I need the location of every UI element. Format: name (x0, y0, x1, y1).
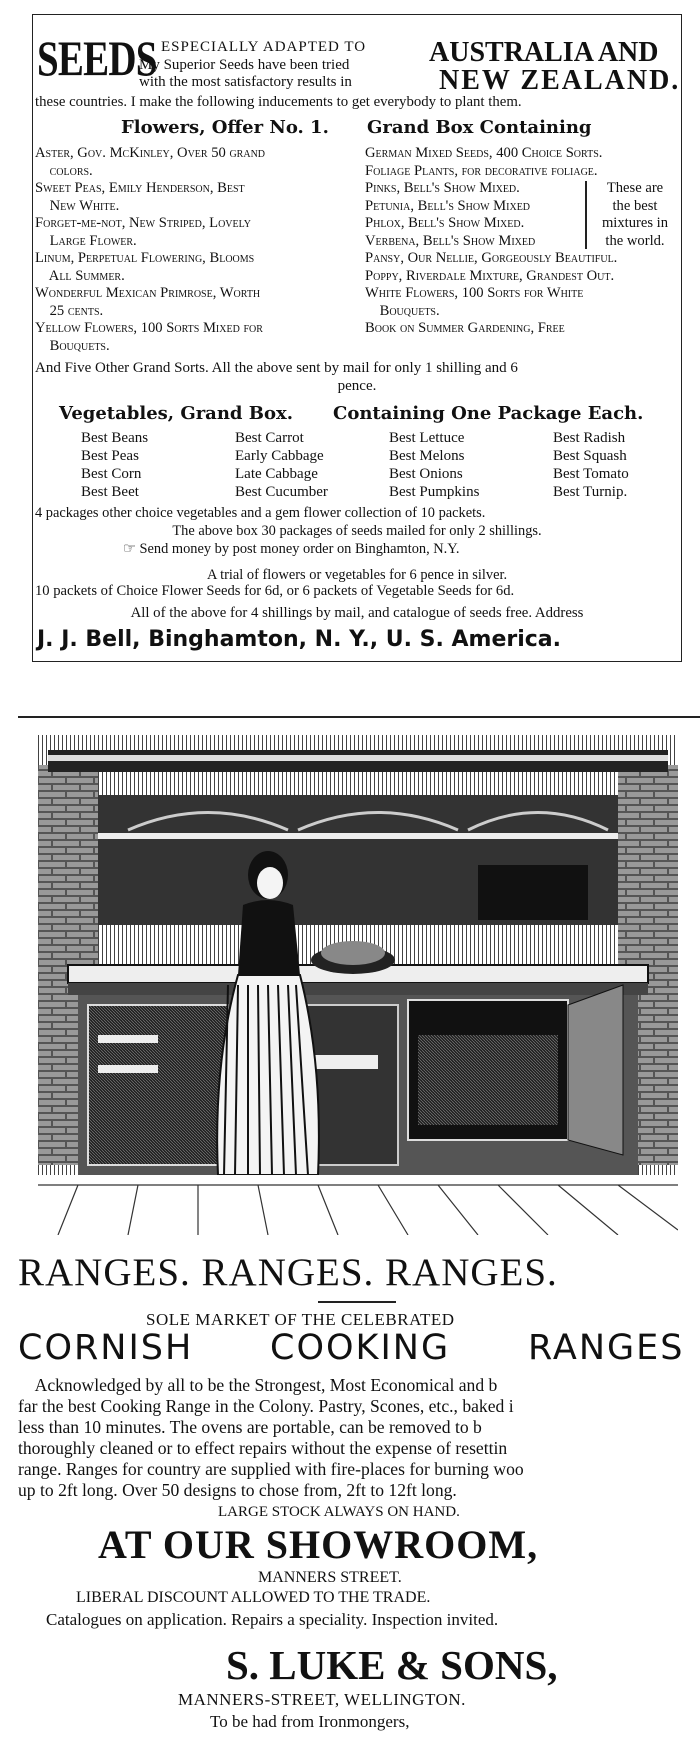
seeds-advertisement (32, 14, 682, 662)
list-item: the best (612, 197, 658, 214)
veg-note-2: The above box 30 packages of seeds mailed for only 2 shillings. (172, 523, 542, 539)
body-line: Acknowledged by all to be the Strongest, Most Economical and b (18, 1375, 498, 1395)
intro-line-3: these countries. I make the following inducements to get everybody to plant them. (35, 94, 522, 110)
grand-box-heading: Grand Box Containing (367, 117, 592, 138)
list-item: Best Beans (81, 430, 149, 446)
body-line: thoroughly cleaned or to effect repairs without the expense of resettin (18, 1438, 508, 1458)
packets-line: 10 packets of Choice Flower Seeds for 6d, or 6 packets of Vegetable Seeds for 6d. (35, 583, 515, 599)
to-be-had-line: To be had from Ironmongers, (210, 1712, 410, 1731)
list-item: Forget-me-not, New Striped, Lovely (35, 215, 251, 231)
list-item: Yellow Flowers, 100 Sorts Mixed for (35, 320, 263, 336)
list-item: Petunia, Bell's Show Mixed (365, 197, 531, 214)
vegetables-column-3 (389, 429, 479, 501)
list-item: Large Flower. (35, 232, 137, 249)
kitchen-range-engraving (38, 735, 678, 1235)
vegetables-column-4 (553, 429, 629, 501)
list-item: Best Radish (553, 430, 626, 446)
list-item: Best Lettuce (389, 430, 465, 446)
manners-street-line: MANNERS STREET. (258, 1569, 402, 1586)
list-item: 25 cents. (35, 302, 104, 319)
list-item: Phlox, Bell's Show Mixed. (365, 215, 525, 231)
five-other-line-2: pence. (337, 378, 377, 394)
list-item: Poppy, Riverdale Mixture, Grandest Out. (365, 267, 615, 284)
seeds-signature: J. J. Bell, Binghamton, N. Y., U. S. America. (37, 627, 561, 652)
intro-line-1: My Superior Seeds have been tried (139, 57, 350, 73)
countries-line-2: NEW ZEALAND. (439, 65, 681, 96)
list-item: Pansy, Our Nellie, Gorgeously Beautiful. (365, 250, 618, 266)
list-item: Sweet Peas, Emily Henderson, Best (35, 180, 245, 196)
trial-line: A trial of flowers or vegetables for 6 pence in silver. (206, 567, 508, 583)
list-item: These are (606, 180, 664, 196)
list-item: Best Tomato (553, 466, 629, 482)
list-item: Bouquets. (365, 302, 440, 319)
five-other-line-1: And Five Other Grand Sorts. All the above sent by mail for only 1 shilling and 6 (35, 360, 518, 376)
mixtures-divider (585, 181, 587, 249)
body-line: range. Ranges for country are supplied with fire-places for burning woo (18, 1459, 524, 1479)
cooking-word: COOKING (270, 1328, 451, 1368)
list-item: Foliage Plants, for decorative foliage. (365, 162, 598, 179)
list-item: Best Onions (389, 466, 463, 482)
vegetables-heading: Vegetables, Grand Box. (59, 403, 293, 424)
flowers-right-mixed-list (365, 180, 535, 250)
seeds-headline: SEEDS (37, 30, 157, 86)
firm-name: S. LUKE & SONS, (226, 1642, 558, 1688)
vegetables-column-1 (81, 429, 148, 501)
flowers-right-top-list (365, 145, 602, 180)
mixtures-note (589, 180, 681, 250)
list-item: Book on Summer Gardening, Free (365, 320, 565, 336)
list-item: New White. (35, 197, 120, 214)
flowers-right-bottom-list (365, 250, 617, 338)
showroom-heading: AT OUR SHOWROOM, (98, 1522, 539, 1567)
ranges-word: RANGES (528, 1328, 685, 1368)
flowers-left-list (35, 145, 265, 355)
list-item: Best Pumpkins (389, 484, 480, 500)
list-item: Best Beet (81, 484, 139, 500)
vegetables-subheading: Containing One Package Each. (333, 403, 644, 424)
list-item: All Summer. (35, 267, 125, 284)
list-item: White Flowers, 100 Sorts for White (365, 285, 584, 301)
list-item: Best Squash (553, 448, 627, 464)
ranges-title: RANGES. RANGES. RANGES. (18, 1251, 558, 1294)
list-item: colors. (35, 162, 93, 179)
adapted-line: ESPECIALLY ADAPTED TO (161, 39, 367, 55)
title-rule (318, 1301, 396, 1303)
list-item: Best Carrot (235, 430, 304, 446)
cornish-word: CORNISH (18, 1328, 194, 1368)
veg-note-1: 4 packages other choice vegetables and a gem flower collection of 10 packets. (35, 505, 486, 521)
money-order-text: Send money by post money order on Binghamton, N.Y. (139, 541, 460, 557)
list-item: Linum, Perpetual Flowering, Blooms (35, 250, 255, 266)
list-item: Late Cabbage (235, 466, 318, 482)
list-item: mixtures in (601, 215, 669, 231)
column-divider (18, 716, 700, 718)
list-item: German Mixed Seeds, 400 Choice Sorts. (365, 145, 603, 161)
list-item: Best Melons (389, 448, 465, 464)
list-item: Aster, Gov. McKinley, Over 50 grand (35, 145, 266, 161)
liberal-discount-line: LIBERAL DISCOUNT ALLOWED TO THE TRADE. (76, 1589, 431, 1606)
intro-line-2: with the most satisfactory results in (139, 74, 352, 90)
list-item: Best Cucumber (235, 484, 328, 500)
countries-line-1: AUSTRALIA AND (429, 37, 659, 68)
catalogues-line: Catalogues on application. Repairs a speciality. Inspection invited. (46, 1610, 499, 1629)
money-order-line (123, 541, 459, 558)
pointing-hand-icon: ☞ (123, 541, 136, 557)
list-item: Bouquets. (35, 337, 110, 354)
large-stock-line: LARGE STOCK ALWAYS ON HAND. (218, 1504, 460, 1520)
list-item: Best Peas (81, 448, 139, 464)
list-item: Best Turnip. (553, 484, 628, 500)
firm-address: MANNERS-STREET, WELLINGTON. (178, 1690, 466, 1709)
sole-market-line: SOLE MARKET OF THE CELEBRATED (146, 1310, 455, 1329)
list-item: Best Corn (81, 466, 142, 482)
list-item: Early Cabbage (235, 448, 324, 464)
list-item: Verbena, Bell's Show Mixed (365, 232, 536, 249)
list-item: the world. (605, 232, 665, 249)
flowers-heading: Flowers, Offer No. 1. (121, 117, 329, 138)
ranges-body (18, 1375, 524, 1501)
body-line: far the best Cooking Range in the Colony. Pastry, Scones, etc., baked i (18, 1396, 514, 1416)
list-item: Wonderful Mexican Primrose, Worth (35, 285, 261, 301)
body-line: up to 2ft long. Over 50 designs to chose from, 2ft to 12ft long. (18, 1480, 457, 1500)
all-above-line: All of the above for 4 shillings by mail, and catalogue of seeds free. Address (130, 605, 584, 621)
body-line: less than 10 minutes. The ovens are portable, can be removed to b (18, 1417, 482, 1437)
list-item: Pinks, Bell's Show Mixed. (365, 180, 520, 196)
vegetables-column-2 (235, 429, 328, 501)
